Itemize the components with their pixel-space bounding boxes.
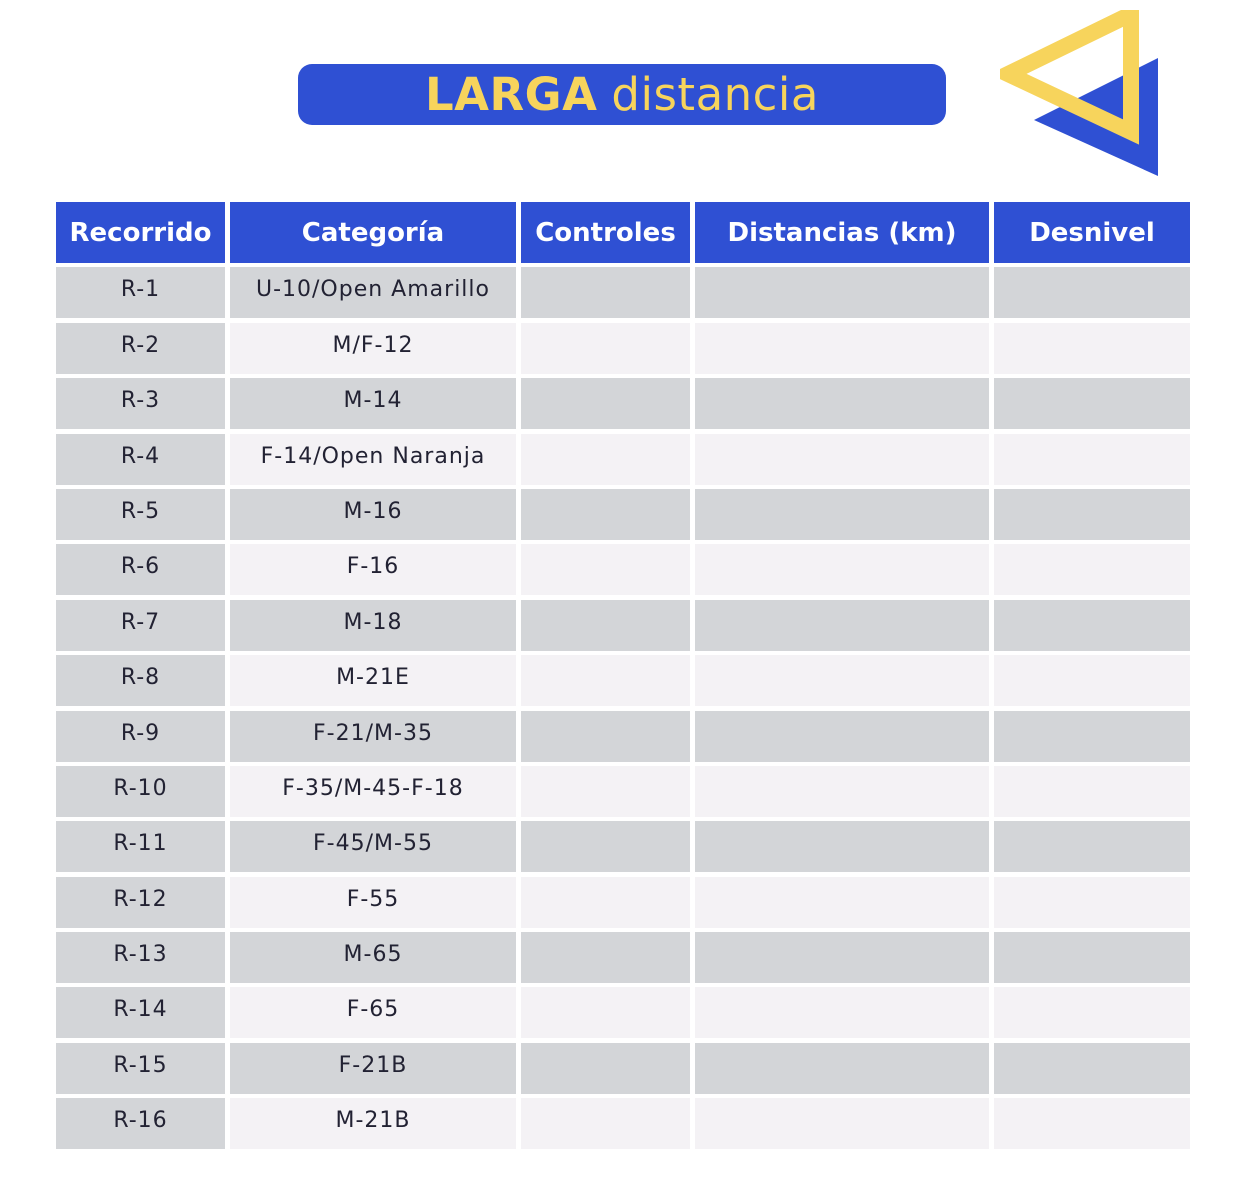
cell-categoria: F-65: [230, 987, 516, 1038]
header-controles: Controles: [521, 202, 690, 263]
cell-categoria: M-65: [230, 932, 516, 983]
cell-desnivel: [994, 489, 1190, 540]
cell-recorrido: R-3: [56, 378, 225, 429]
cell-recorrido: R-7: [56, 600, 225, 651]
cell-categoria: M-21E: [230, 655, 516, 706]
cell-recorrido: R-16: [56, 1098, 225, 1149]
cell-recorrido: R-6: [56, 544, 225, 595]
cell-distancias: [695, 600, 989, 651]
cell-desnivel: [994, 434, 1190, 485]
header-categoria: Categoría: [230, 202, 516, 263]
cell-recorrido: R-4: [56, 434, 225, 485]
cell-recorrido: R-1: [56, 267, 225, 318]
cell-controles: [521, 877, 690, 928]
cell-distancias: [695, 544, 989, 595]
cell-recorrido: R-8: [56, 655, 225, 706]
cell-desnivel: [994, 600, 1190, 651]
cell-distancias: [695, 987, 989, 1038]
cell-distancias: [695, 766, 989, 817]
cell-distancias: [695, 821, 989, 872]
cell-controles: [521, 655, 690, 706]
cell-categoria: F-21/M-35: [230, 711, 516, 762]
cell-controles: [521, 821, 690, 872]
cell-recorrido: R-13: [56, 932, 225, 983]
cell-categoria: M/F-12: [230, 323, 516, 374]
triangle-logo-icon: [1000, 10, 1165, 182]
cell-categoria: M-18: [230, 600, 516, 651]
header-recorrido: Recorrido: [56, 202, 225, 263]
cell-categoria: F-45/M-55: [230, 821, 516, 872]
cell-desnivel: [994, 711, 1190, 762]
cell-categoria: F-55: [230, 877, 516, 928]
cell-desnivel: [994, 932, 1190, 983]
cell-categoria: M-14: [230, 378, 516, 429]
cell-controles: [521, 378, 690, 429]
cell-distancias: [695, 711, 989, 762]
cell-recorrido: R-14: [56, 987, 225, 1038]
title-light: distancia: [611, 68, 819, 121]
cell-controles: [521, 323, 690, 374]
cell-distancias: [695, 489, 989, 540]
cell-distancias: [695, 267, 989, 318]
cell-recorrido: R-9: [56, 711, 225, 762]
cell-recorrido: R-2: [56, 323, 225, 374]
cell-controles: [521, 267, 690, 318]
cell-desnivel: [994, 1098, 1190, 1149]
cell-controles: [521, 766, 690, 817]
cell-desnivel: [994, 877, 1190, 928]
cell-categoria: F-14/Open Naranja: [230, 434, 516, 485]
header-desnivel: Desnivel: [994, 202, 1190, 263]
cell-distancias: [695, 323, 989, 374]
cell-categoria: M-21B: [230, 1098, 516, 1149]
cell-desnivel: [994, 1043, 1190, 1094]
cell-categoria: F-35/M-45-F-18: [230, 766, 516, 817]
cell-categoria: U-10/Open Amarillo: [230, 267, 516, 318]
cell-controles: [521, 711, 690, 762]
cell-distancias: [695, 378, 989, 429]
cell-controles: [521, 434, 690, 485]
cell-controles: [521, 489, 690, 540]
cell-recorrido: R-15: [56, 1043, 225, 1094]
cell-distancias: [695, 434, 989, 485]
route-table: [56, 202, 1188, 1149]
cell-controles: [521, 1098, 690, 1149]
cell-distancias: [695, 877, 989, 928]
header-distancias: Distancias (km): [695, 202, 989, 263]
cell-desnivel: [994, 987, 1190, 1038]
cell-distancias: [695, 655, 989, 706]
cell-controles: [521, 987, 690, 1038]
cell-desnivel: [994, 821, 1190, 872]
cell-controles: [521, 600, 690, 651]
cell-controles: [521, 1043, 690, 1094]
cell-desnivel: [994, 766, 1190, 817]
cell-recorrido: R-11: [56, 821, 225, 872]
cell-distancias: [695, 1098, 989, 1149]
cell-desnivel: [994, 267, 1190, 318]
cell-desnivel: [994, 655, 1190, 706]
cell-categoria: F-16: [230, 544, 516, 595]
cell-categoria: M-16: [230, 489, 516, 540]
cell-categoria: F-21B: [230, 1043, 516, 1094]
cell-desnivel: [994, 378, 1190, 429]
cell-distancias: [695, 1043, 989, 1094]
cell-recorrido: R-12: [56, 877, 225, 928]
cell-distancias: [695, 932, 989, 983]
cell-desnivel: [994, 544, 1190, 595]
cell-desnivel: [994, 323, 1190, 374]
cell-controles: [521, 544, 690, 595]
cell-recorrido: R-10: [56, 766, 225, 817]
cell-recorrido: R-5: [56, 489, 225, 540]
title-strong: LARGA: [425, 68, 598, 121]
title-banner: [298, 64, 946, 125]
cell-controles: [521, 932, 690, 983]
